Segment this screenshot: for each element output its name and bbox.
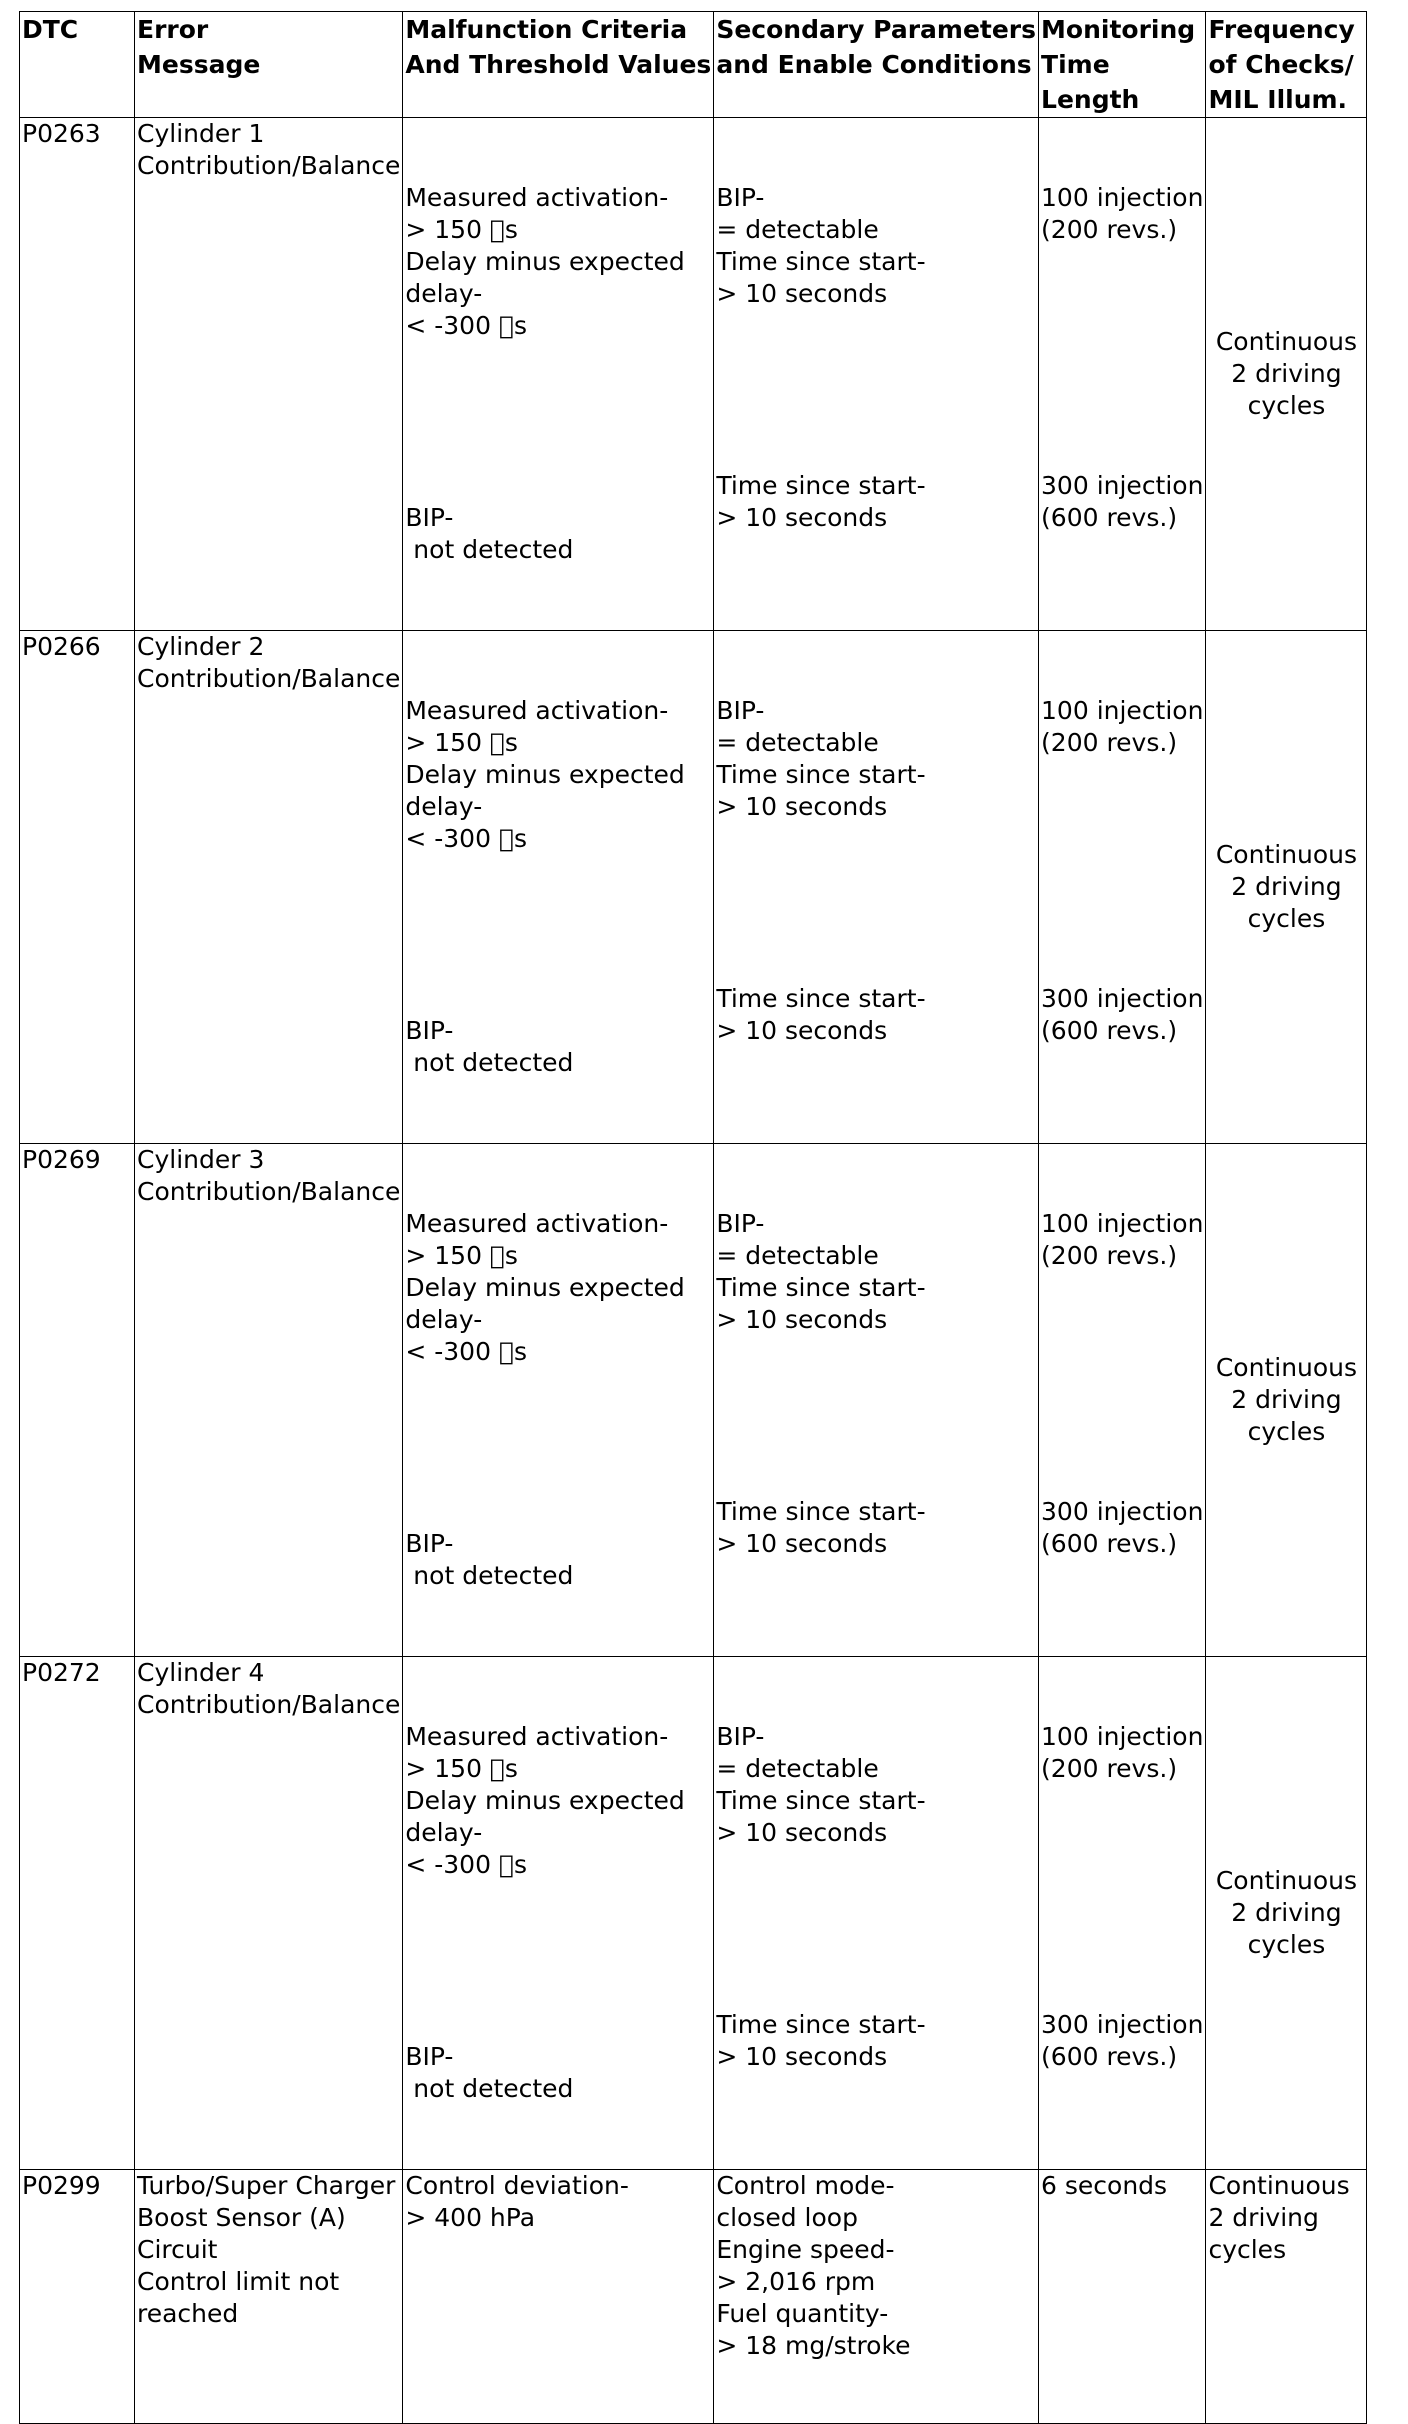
dtc-code: P0266: [20, 631, 135, 1144]
time-primary: 100 injection (200 revs.): [1041, 1722, 1204, 1783]
table-row: [20, 1657, 1367, 2170]
table-row: [20, 1144, 1367, 1657]
error-message: Cylinder 1 Contribution/Balance: [135, 118, 403, 631]
frequency: Continuous 2 driving cycles: [1206, 1657, 1367, 2170]
malfunction-criteria: [403, 1144, 714, 1657]
time-primary: 100 injection (200 revs.): [1041, 696, 1204, 757]
dtc-code: P0263: [20, 118, 135, 631]
secondary-time: Time since start- > 10 seconds: [716, 1497, 926, 1558]
secondary-parameters: Control mode- closed loop Engine speed- > 2,016 rpm Fuel quantity- > 18 mg/stroke: [714, 2170, 1039, 2424]
header-secondary-parameters: Secondary Parameters and Enable Conditions: [714, 12, 1039, 118]
time-secondary: 300 injection (600 revs.): [1041, 2010, 1204, 2071]
criteria-activation: Measured activation- > 150  s Delay minus expected delay- < -300  s: [405, 183, 685, 340]
secondary-time: Time since start- > 10 seconds: [716, 2010, 926, 2071]
header-row: [20, 12, 1367, 118]
error-message: Turbo/Super Charger Boost Sensor (A) Circuit Control limit not reached: [135, 2170, 403, 2424]
monitoring-time: [1039, 631, 1206, 1144]
secondary-bip: BIP- = detectable Time since start- > 10 seconds: [716, 1722, 926, 1847]
malfunction-criteria: [403, 631, 714, 1144]
secondary-time: Time since start- > 10 seconds: [716, 471, 926, 532]
monitoring-time: [1039, 118, 1206, 631]
dtc-code: P0299: [20, 2170, 135, 2424]
table-row: [20, 631, 1367, 1144]
table-row: [20, 118, 1367, 631]
secondary-bip: BIP- = detectable Time since start- > 10 seconds: [716, 183, 926, 308]
error-message: Cylinder 3 Contribution/Balance: [135, 1144, 403, 1657]
secondary-parameters: [714, 631, 1039, 1144]
secondary-parameters: [714, 1144, 1039, 1657]
secondary-bip: BIP- = detectable Time since start- > 10 seconds: [716, 1209, 926, 1334]
header-malfunction-criteria: Malfunction Criteria And Threshold Values: [403, 12, 714, 118]
time-primary: 100 injection (200 revs.): [1041, 183, 1204, 244]
malfunction-criteria: Control deviation- > 400 hPa: [403, 2170, 714, 2424]
criteria-activation: Measured activation- > 150  s Delay minus expected delay- < -300  s: [405, 1209, 685, 1366]
time-secondary: 300 injection (600 revs.): [1041, 471, 1204, 532]
malfunction-criteria: [403, 1657, 714, 2170]
criteria-bip: BIP- not detected: [405, 2042, 574, 2103]
criteria-bip: BIP- not detected: [405, 1529, 574, 1590]
dtc-code: P0272: [20, 1657, 135, 2170]
criteria-bip: BIP- not detected: [405, 503, 574, 564]
criteria-bip: BIP- not detected: [405, 1016, 574, 1077]
header-monitoring-time: Monitoring Time Length: [1039, 12, 1206, 118]
secondary-parameters: [714, 118, 1039, 631]
criteria-activation: Measured activation- > 150  s Delay minus expected delay- < -300  s: [405, 696, 685, 853]
header-error-message: Error Message: [135, 12, 403, 118]
frequency: Continuous 2 driving cycles: [1206, 118, 1367, 631]
frequency: Continuous 2 driving cycles: [1206, 2170, 1367, 2424]
criteria-activation: Measured activation- > 150  s Delay minus expected delay- < -300  s: [405, 1722, 685, 1879]
error-message: Cylinder 2 Contribution/Balance: [135, 631, 403, 1144]
monitoring-time: 6 seconds: [1039, 2170, 1206, 2424]
monitoring-time: [1039, 1144, 1206, 1657]
secondary-bip: BIP- = detectable Time since start- > 10 seconds: [716, 696, 926, 821]
time-secondary: 300 injection (600 revs.): [1041, 984, 1204, 1045]
secondary-time: Time since start- > 10 seconds: [716, 984, 926, 1045]
header-frequency: Frequency of Checks/ MIL Illum.: [1206, 12, 1367, 118]
time-primary: 100 injection (200 revs.): [1041, 1209, 1204, 1270]
frequency: Continuous 2 driving cycles: [1206, 1144, 1367, 1657]
frequency: Continuous 2 driving cycles: [1206, 631, 1367, 1144]
malfunction-criteria: [403, 118, 714, 631]
dtc-table: [19, 11, 1367, 2424]
monitoring-time: [1039, 1657, 1206, 2170]
time-secondary: 300 injection (600 revs.): [1041, 1497, 1204, 1558]
dtc-code: P0269: [20, 1144, 135, 1657]
error-message: Cylinder 4 Contribution/Balance: [135, 1657, 403, 2170]
header-dtc: DTC: [20, 12, 135, 118]
table-row: [20, 2170, 1367, 2424]
secondary-parameters: [714, 1657, 1039, 2170]
